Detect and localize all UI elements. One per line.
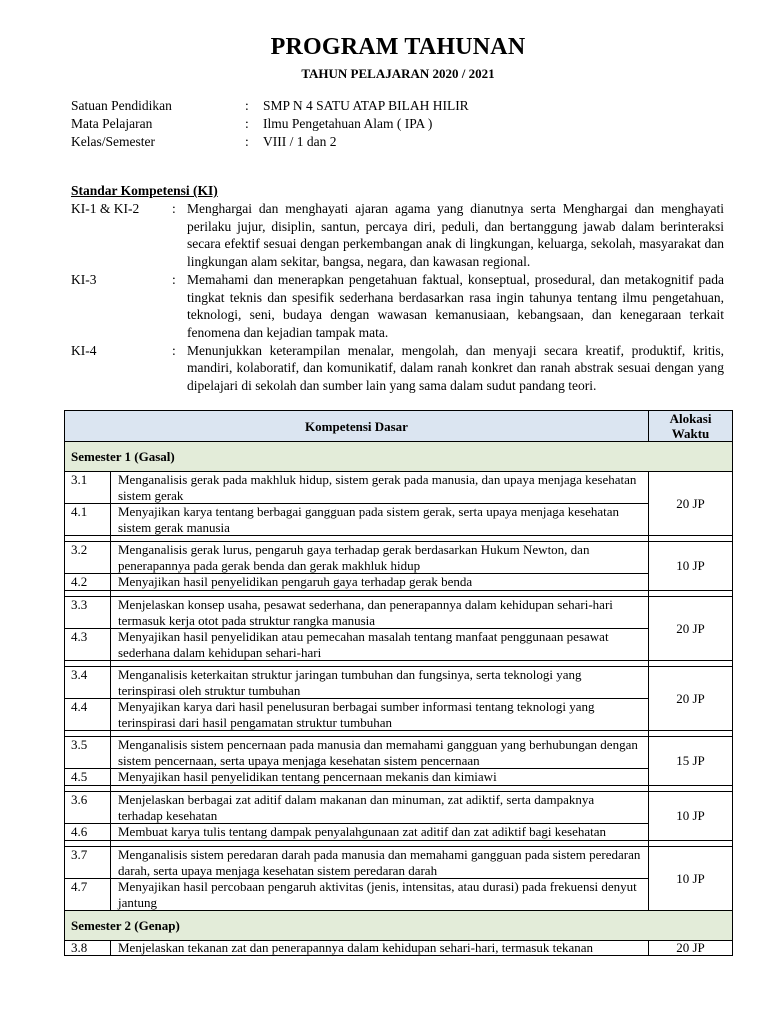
ki-text: Menghargai dan menghayati ajaran agama yang dianutnya serta Menghargai dan menghayati perilaku jujur, disiplin, santun, percaya diri, peduli, dan bertanggung jawab dalam berinteraksi secara efektif sesuai dengan perkembangan anak di lingkungan, keluarga, sekolah, masyarakat dan lingkungan alam sekitar, bangsa, negara, dan kawasan regional. [187,201,724,270]
kd-text: Menyajikan hasil penyelidikan atau pemecahan masalah tentang manfaat penggunaan pesawat sederhana dalam kehidupan sehari-hari [111,629,649,661]
table-header-row [65,411,733,442]
semester-row [65,911,733,941]
ki-heading: Standar Kompetensi (KI) [71,183,218,198]
kd-number: 3.3 [65,597,111,629]
kd-number: 3.1 [65,472,111,504]
kd-number: 3.8 [65,941,111,956]
table-row [65,542,733,574]
kd-text: Menjelaskan berbagai zat aditif dalam makanan dan minuman, zat adiktif, serta dampaknya terhadap kesehatan [111,792,649,824]
ki-code: KI-1 & KI-2 [71,201,140,216]
table-row [65,792,733,824]
table-row [65,824,733,841]
page-title: PROGRAM TAHUNAN [270,34,526,60]
kd-text: Menyajikan hasil penyelidikan pengaruh gaya terhadap gerak benda [111,574,649,591]
kd-text: Menganalisis gerak lurus, pengaruh gaya terhadap gerak berdasarkan Hukum Newton, dan penerapannya pada gerak benda dan gerak makhluk hidup [111,542,649,574]
kd-text: Menjelaskan konsep usaha, pesawat sederhana, dan penerapannya dalam kehidupan sehari-hari termasuk kerja otot pada struktur rangka manusia [111,597,649,629]
colon: : [245,116,249,131]
kd-number: 3.5 [65,737,111,769]
info-value: Ilmu Pengetahuan Alam ( IPA ) [263,116,433,131]
ki-item [71,200,724,271]
table-row [65,699,733,731]
kd-number: 4.1 [65,504,111,536]
col-header-alokasi-1: Alokasi [669,411,712,426]
kd-number: 4.7 [65,879,111,911]
kd-text: Menyajikan hasil percobaan pengaruh aktivitas (jenis, intensitas, atau durasi) pada frekuensi denyut jantung [111,879,649,911]
kd-number: 3.6 [65,792,111,824]
kd-table [64,410,733,956]
kd-text: Menyajikan karya dari hasil penelusuran berbagai sumber informasi tentang teknologi yang terinspirasi dari hasil pengamatan struktur tumbuhan [111,699,649,731]
kd-number: 3.2 [65,542,111,574]
table-row [65,667,733,699]
kd-text: Menganalisis sistem pencernaan pada manusia dan memahami gangguan yang berhubungan dengan sistem pencernaan, serta upaya menjaga kesehatan sistem pencernaan [111,737,649,769]
table-row [65,629,733,661]
colon: : [245,98,249,113]
kd-alokasi: 20 JP [649,472,733,536]
kd-number: 3.7 [65,847,111,879]
info-label: Mata Pelajaran [71,116,153,131]
table-row [65,847,733,879]
kd-text: Menganalisis keterkaitan struktur jaringan tumbuhan dan fungsinya, serta teknologi yang terinspirasi oleh struktur tumbuhan [111,667,649,699]
kd-number: 4.4 [65,699,111,731]
kd-text: Menganalisis gerak pada makhluk hidup, sistem gerak pada manusia, dan upaya menjaga kesehatan sistem gerak [111,472,649,504]
kd-alokasi: 20 JP [649,941,733,956]
kd-alokasi: 20 JP [649,597,733,661]
kd-text: Membuat karya tulis tentang dampak penyalahgunaan zat aditif dan zat adiktif bagi kesehatan [111,824,649,841]
semester-label: Semester 1 (Gasal) [65,442,733,472]
table-row [65,597,733,629]
ki-item [71,342,724,395]
kd-alokasi: 20 JP [649,667,733,731]
info-row-kelas [71,133,671,151]
ki-code: KI-4 [71,342,97,358]
table-row [65,504,733,536]
ki-item [71,271,724,342]
ki-code: KI-3 [71,271,97,287]
kd-number: 4.6 [65,824,111,841]
kd-text: Menyajikan karya tentang berbagai gangguan pada sistem gerak, serta upaya menjaga kesehatan sistem gerak manusia [111,504,649,536]
kd-number: 4.2 [65,574,111,591]
kd-alokasi: 10 JP [649,542,733,591]
kd-number: 4.5 [65,769,111,786]
table-row [65,941,733,956]
semester-row [65,442,733,472]
info-label: Satuan Pendidikan [71,98,172,113]
colon: : [172,271,176,287]
col-header-alokasi [649,411,733,442]
page-subtitle: TAHUN PELAJARAN 2020 / 2021 [301,66,495,81]
table-row [65,472,733,504]
kd-alokasi: 10 JP [649,792,733,841]
ki-text: Memahami dan menerapkan pengetahuan faktual, konseptual, prosedural, dan metakognitif pada tingkat teknis dan spesifik sederhana berdasarkan rasa ingin tahunya tentang ilmu pengetahuan, teknologi, seni, budaya dengan wawasan kemanusiaan, kebangsaan, dan kenegaraan terkait fenomena dan kejadian tampak mata. [187,271,724,340]
semester-label: Semester 2 (Genap) [65,911,733,941]
info-value: SMP N 4 SATU ATAP BILAH HILIR [263,98,469,113]
kd-number: 4.3 [65,629,111,661]
kd-text: Menyajikan hasil penyelidikan tentang pencernaan mekanis dan kimiawi [111,769,649,786]
kd-alokasi: 15 JP [649,737,733,786]
info-row-satuan [71,97,671,115]
col-header-kd: Kompetensi Dasar [65,411,649,442]
info-label: Kelas/Semester [71,134,155,149]
table-row [65,879,733,911]
table-row [65,574,733,591]
ki-text: Menunjukkan keterampilan menalar, mengolah, dan menyaji secara kreatif, produktif, kritis, mandiri, kolaboratif, dan komunikatif, dalam ranah konkret dan ranah abstrak sesuai dengan yang dipelajari di sekolah dan sumber lain yang sama dalam sudut pandang teori. [187,342,724,394]
table-row [65,737,733,769]
kd-text: Menganalisis sistem peredaran darah pada manusia dan memahami gangguan pada sistem peredaran darah, serta upaya menjaga kesehatan sistem peredaran darah [111,847,649,879]
info-row-mapel [71,115,671,133]
colon: : [172,342,176,358]
colon: : [245,134,249,149]
kd-alokasi: 10 JP [649,847,733,911]
colon: : [172,201,176,216]
identity-info [71,97,671,151]
table-row [65,769,733,786]
kd-number: 3.4 [65,667,111,699]
col-header-alokasi-2: Waktu [671,426,710,441]
info-value: VIII / 1 dan 2 [263,134,337,149]
kd-text: Menjelaskan tekanan zat dan penerapannya dalam kehidupan sehari-hari, termasuk tekanan [111,941,649,956]
ki-section [71,182,724,395]
